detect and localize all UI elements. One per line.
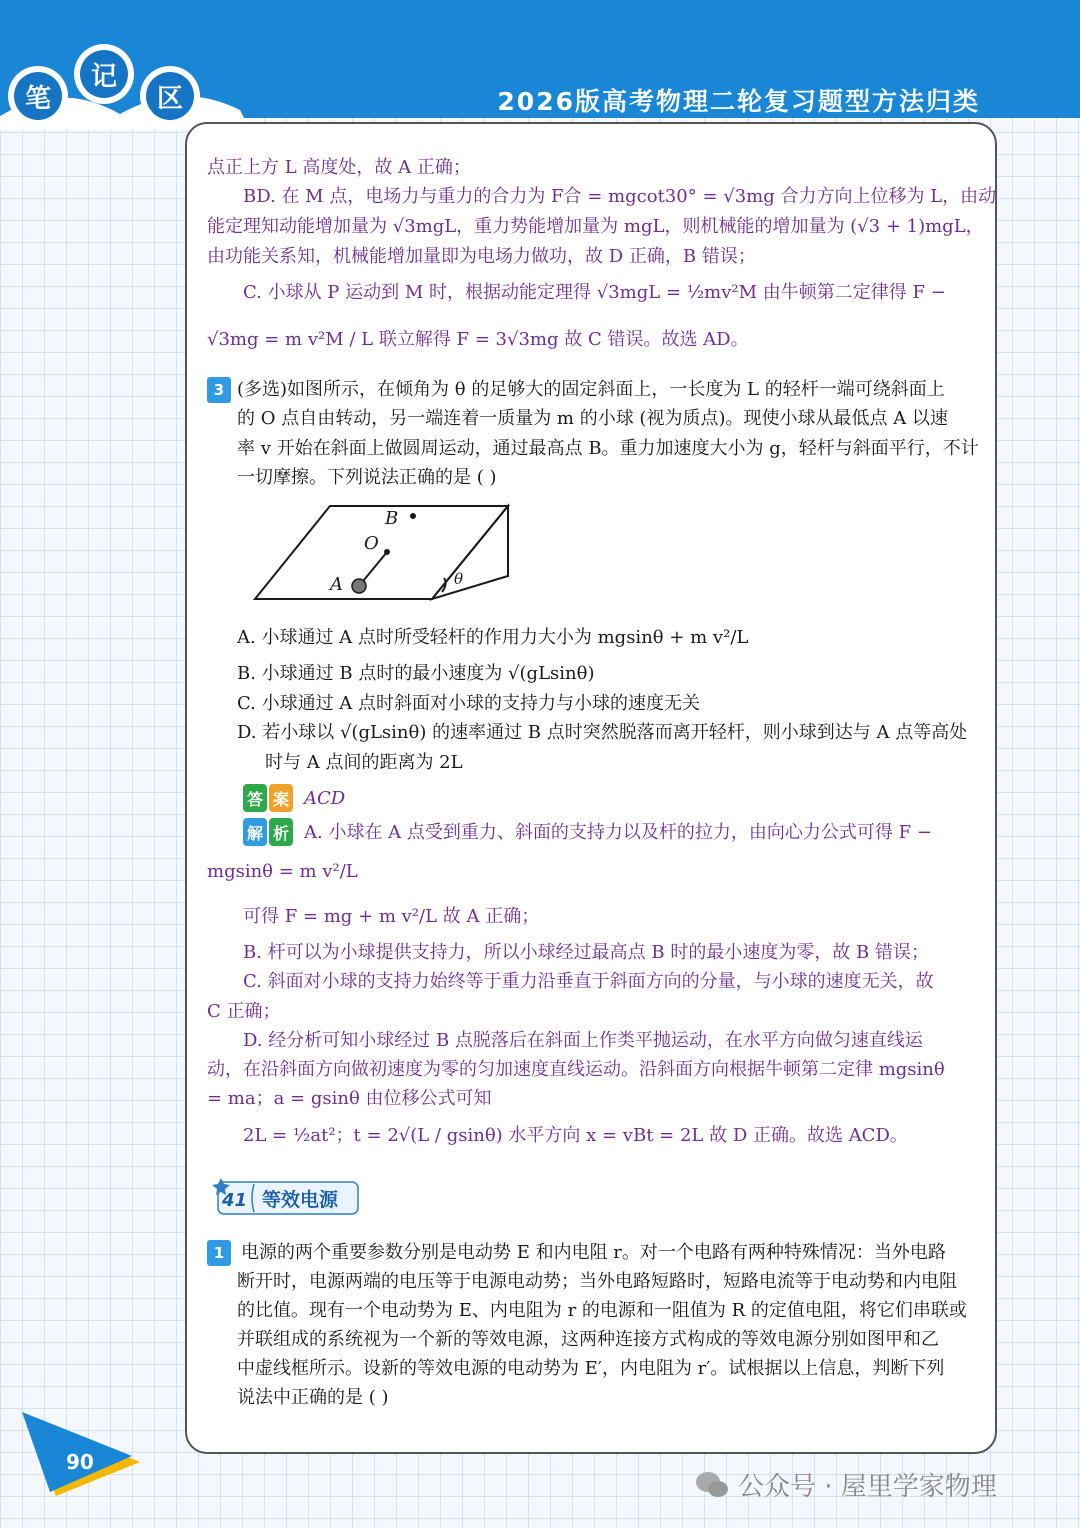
prev-bd-line-3: 由功能关系知，机械能增加量即为电场力做功，故 D 正确，B 错误； [207, 246, 756, 267]
label-a: A [330, 574, 343, 595]
note-char-1: 笔 [14, 72, 62, 120]
book-title: 2026版高考物理二轮复习题型方法归类 [497, 87, 980, 116]
page-number: 90 [66, 1450, 94, 1474]
pivot-point-o [384, 549, 390, 555]
q1-stem-line-6: 说法中正确的是 ( ) [237, 1387, 389, 1408]
analysis-d-line-2: 动，在沿斜面方向做初速度为零的匀加速度直线运动。沿斜面方向根据牛顿第二定律 mgsinθ [207, 1059, 945, 1080]
answer-tag-char-2: 案 [269, 784, 293, 812]
question-number-badge: 3 [207, 377, 231, 403]
prev-line-1: 点正上方 L 高度处，故 A 正确； [207, 157, 471, 178]
analysis-c-line-2: C 正确； [207, 1001, 281, 1022]
label-theta: θ [454, 570, 464, 588]
analysis-c-line-1: C. 斜面对小球的支持力始终等于重力沿垂直于斜面方向的分量，与小球的速度无关，故 [243, 971, 934, 992]
note-char-3: 区 [146, 72, 194, 120]
top-point-b [410, 513, 416, 519]
q1-stem-line-3: 的比值。现有一个电动势为 E、内电阻为 r 的电源和一阻值为 R 的定值电阻，将它们串联或 [237, 1300, 967, 1321]
note-circle-3 [140, 66, 200, 126]
analysis-tag-char-1: 解 [243, 818, 267, 846]
label-b: B [385, 508, 399, 529]
answer-tag-char-1: 答 [243, 784, 267, 812]
label-o: O [364, 533, 379, 554]
q1-stem-line-1: 电源的两个重要参数分别是电动势 E 和内电阻 r。对一个电路有两种特殊情况：当外电路 [241, 1242, 946, 1263]
analysis-a-line-3: 可得 F = mg + m v²/L 故 A 正确； [243, 906, 540, 927]
option-c: C. 小球通过 A 点时斜面对小球的支持力与小球的速度无关 [237, 693, 701, 714]
q1-stem-line-2: 断开时，电源两端的电压等于电源电动势；当外电路短路时，短路电流等于电动势和内电阻 [237, 1271, 957, 1292]
prev-c-line-1: C. 小球从 P 运动到 M 时，根据动能定理得 √3mgL = ½mv²M 由牛顿第二定律得 F − [243, 282, 946, 303]
analysis-a-line-1: A. 小球在 A 点受到重力、斜面的支持力以及杆的拉力，由向心力公式可得 F − [304, 822, 932, 843]
incline-figure [250, 498, 516, 606]
option-d-line-2: 时与 A 点间的距离为 2L [265, 752, 463, 773]
q1-stem-line-5: 中虚线框所示。设新的等效电源的电动势为 E′，内电阻为 r′。试根据以上信息，判断下列 [237, 1358, 945, 1379]
analysis-b-line: B. 杆可以为小球提供支持力，所以小球经过最高点 B 时的最小速度为零，故 B 错误； [243, 942, 930, 963]
prev-bd-line-1: BD. 在 M 点，电场力与重力的合力为 F合 = mgcot30° = √3mg 合力方向上位移为 L，由动 [243, 186, 997, 207]
option-b: B. 小球通过 B 点时的最小速度为 √(gLsinθ) [237, 663, 595, 684]
wechat-icon [694, 1470, 730, 1500]
answer-tag [243, 784, 295, 812]
q3-stem-line-4: 一切摩擦。下列说法正确的是 ( ) [237, 467, 497, 488]
incline-side-face [432, 506, 508, 599]
option-a: A. 小球通过 A 点时所受轻杆的作用力大小为 mgsinθ + m v²/L [237, 627, 749, 648]
section-number: 41 [222, 1190, 248, 1211]
q3-stem-line-2: 的 O 点自由转动，另一端连着一质量为 m 的小球 (视为质点)。现使小球从最低点 A 以速 [237, 408, 948, 429]
analysis-d-line-3: = ma；a = gsinθ 由位移公式可知 [207, 1088, 492, 1109]
analysis-tag-char-2: 析 [269, 818, 293, 846]
option-d-line-1: D. 若小球以 √(gLsinθ) 的速率通过 B 点时突然脱落而离开轻杆，则小球到达与 A 点等高处 [237, 722, 968, 743]
q1-stem-line-4: 并联组成的系统视为一个新的等效电源，这两种连接方式构成的等效电源分别如图甲和乙 [237, 1329, 939, 1350]
section-title: 等效电源 [262, 1189, 339, 1211]
note-char-2: 记 [80, 50, 128, 98]
ball-a [352, 579, 366, 593]
section-badge [208, 1178, 360, 1218]
note-circle-2 [74, 44, 134, 104]
watermark-text: 公众号 · 屋里学家物理 [738, 1472, 997, 1502]
analysis-d-line-4: 2L = ½at²；t = 2√(L / gsinθ) 水平方向 x = vBt = 2L 故 D 正确。故选 ACD。 [243, 1125, 908, 1146]
q1-number-badge: 1 [207, 1240, 231, 1266]
analysis-tag [243, 818, 295, 846]
answer-value: ACD [304, 788, 346, 809]
q3-stem-line-1: (多选)如图所示，在倾角为 θ 的足够大的固定斜面上，一长度为 L 的轻杆一端可绕斜面上 [237, 379, 945, 400]
q3-stem-line-3: 率 v 开始在斜面上做圆周运动，通过最高点 B。重力加速度大小为 g，轻杆与斜面平行，不计 [237, 438, 979, 459]
analysis-a-line-2: mgsinθ = m v²/L [207, 861, 358, 882]
note-circle-1 [8, 66, 68, 126]
prev-bd-line-2: 能定理知动能增加量为 √3mgL，重力势能增加量为 mgL，则机械能的增加量为 (√3 + 1)mgL， [207, 216, 984, 237]
prev-c-line-2: √3mg = m v²M / L 联立解得 F = 3√3mg 故 C 错误。故选 AD。 [207, 329, 749, 350]
analysis-d-line-1: D. 经分析可知小球经过 B 点脱落后在斜面上作类平抛运动，在水平方向做匀速直线运 [243, 1030, 923, 1051]
